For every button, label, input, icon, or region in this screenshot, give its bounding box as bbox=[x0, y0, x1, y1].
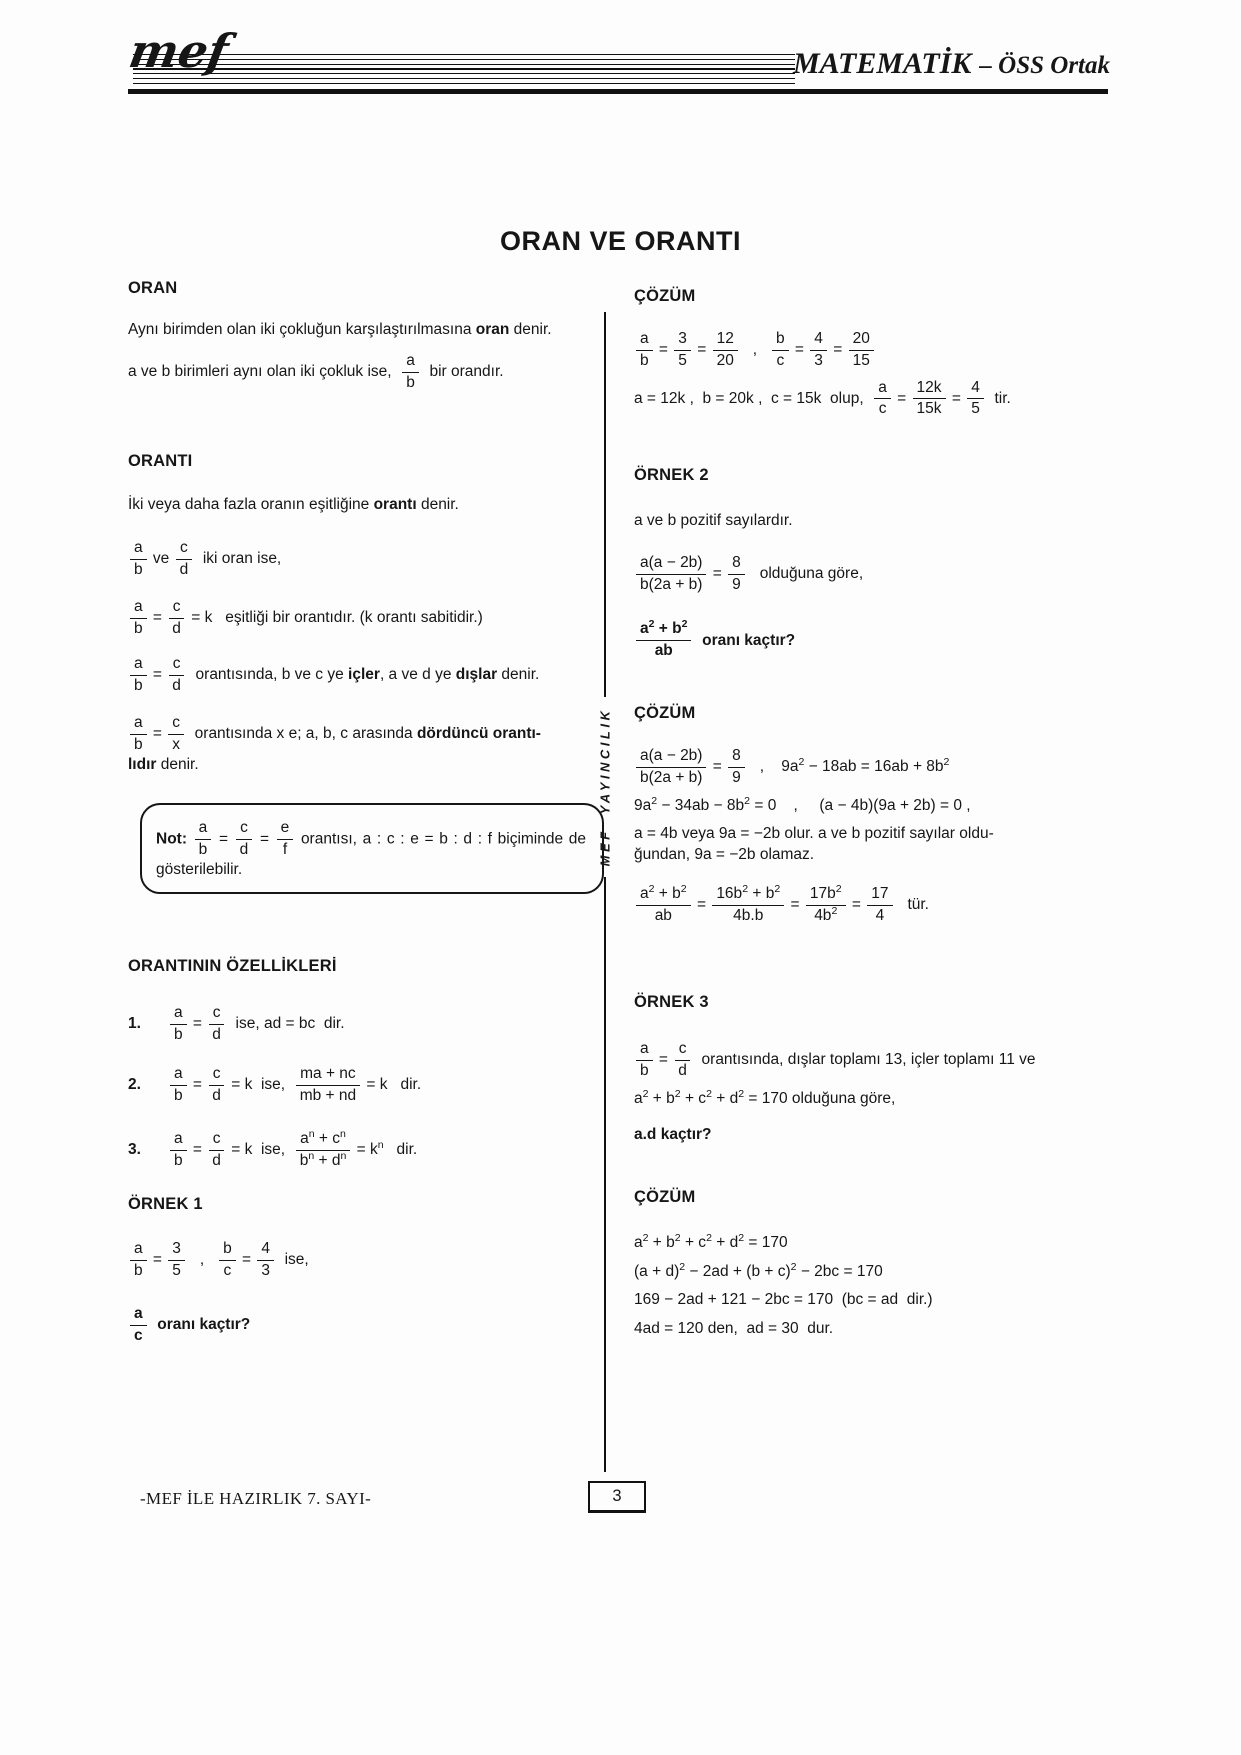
section-heading-ornek3: ÖRNEK 3 bbox=[634, 992, 709, 1011]
section-heading-ornek1: ÖRNEK 1 bbox=[128, 1195, 203, 1214]
fraction: $\frac{b}{c}$ bbox=[219, 1240, 236, 1281]
left-column bbox=[128, 278, 589, 1346]
fraction: $\frac{12}{20}$ bbox=[713, 330, 738, 371]
fraction: $\frac{8}{9}$ bbox=[728, 554, 745, 595]
fraction: $\frac{a}{b}$ bbox=[402, 352, 419, 393]
formula-two-ratios: $\frac{a}{b}$ ve $\frac{c}{d}$ iki oran ise, bbox=[128, 539, 589, 580]
fraction: $\frac{a}{b}$ bbox=[170, 1065, 187, 1106]
footer-label: -MEF İLE HAZIRLIK 7. SAYI- bbox=[140, 1489, 372, 1508]
divider-label: MEF YAYINCILIK bbox=[597, 707, 613, 867]
fraction: $\frac{a}{c}$ bbox=[874, 379, 891, 420]
fraction: $\frac{a(a - 2b)}{b(2a + b)}$ bbox=[636, 747, 706, 788]
section-heading-cozum2: ÇÖZÜM bbox=[634, 704, 696, 723]
fraction: $\frac{a}{b}$ bbox=[170, 1004, 187, 1045]
fraction: $\frac{c}{d}$ bbox=[176, 539, 193, 580]
fraction: $\frac{4}{3}$ bbox=[257, 1240, 274, 1281]
header-rule bbox=[128, 89, 1108, 94]
fraction: $\frac{a(a - 2b)}{b(2a + b)}$ bbox=[636, 554, 706, 595]
formula-proportion-constant: $\frac{a}{b}$ = $\frac{c}{d}$ = k eşitliği bir orantıdır. (k orantı sabitidir.) bbox=[128, 598, 589, 639]
fraction: $\frac{c}{d}$ bbox=[208, 1065, 225, 1106]
page-header bbox=[0, 0, 1241, 100]
fraction: $\frac{a}{b}$ bbox=[636, 1040, 653, 1081]
paragraph-cozum2-line4: ğundan, 9a = −2b olamaz. bbox=[634, 845, 815, 863]
paragraph-ornek2-given: a ve b pozitif sayılardır. bbox=[634, 512, 793, 530]
mef-logo: mef bbox=[125, 24, 233, 78]
fraction: $\frac{c}{x}$ bbox=[168, 714, 184, 755]
formula-inner-outer-terms: $\frac{a}{b}$ = $\frac{c}{d}$ orantısında, b ve c ye içler , a ve d ye dışlar denir. bbox=[128, 655, 589, 696]
fraction: $\frac{4}{5}$ bbox=[967, 379, 984, 420]
fraction: $\frac{20}{15}$ bbox=[849, 330, 874, 371]
fraction: $\frac{a^2 + b^2}{ab}$ bbox=[636, 885, 691, 926]
fraction: $\frac{c}{d}$ bbox=[208, 1004, 225, 1045]
formula-cozum1-line1: $\frac{a}{b}$ = $\frac{3}{5}$ = $\frac{12}{20}$ , $\frac{b}{c}$ = $\frac{4}{3}$ = $\frac{20}{15}$ bbox=[634, 330, 1115, 371]
formula-ornek1-given: $\frac{a}{b}$ = $\frac{3}{5}$ , $\frac{b}{c}$ = $\frac{4}{3}$ ise, bbox=[128, 1240, 589, 1281]
property-item bbox=[128, 1004, 589, 1045]
section-heading-cozum1: ÇÖZÜM bbox=[634, 287, 696, 305]
fraction: $\frac{3}{5}$ bbox=[168, 1240, 185, 1281]
formula-cozum1-line2: a = 12k , b = 20k , c = 15k olup, $\frac{a}{c}$ = $\frac{12k}{15k}$ = $\frac{4}{5}$ tir. bbox=[634, 378, 1011, 418]
paragraph-oran-definition: Aynı birimden olan iki çokluğun karşılaştırılmasına oran denir. bbox=[128, 320, 552, 338]
column-divider bbox=[597, 312, 613, 1472]
property-number: 1. bbox=[128, 1015, 141, 1033]
divider-line-bottom bbox=[604, 877, 606, 1472]
formula-ornek2-question: $\frac{a^2 + b^2}{ab}$ oranı kaçtır? bbox=[634, 620, 1115, 661]
note-box: Not: $\frac{a}{b}$ = $\frac{c}{d}$ = $\frac{e}{f}$ orantısı, a : c : e = b : d : f biçiminde de gösterilebilir. bbox=[140, 803, 604, 894]
section-heading-oranti: ORANTI bbox=[128, 452, 193, 471]
formula-ornek3-given2: $a^2 + b^2 + c^2 + d^2 = 170$ olduğuna göre, bbox=[634, 1087, 896, 1107]
paragraph-oranti-definition: İki veya daha fazla oranın eşitliğine orantı denir. bbox=[128, 495, 459, 513]
fraction: $\frac{e}{f}$ bbox=[277, 819, 294, 860]
right-column bbox=[634, 286, 1115, 1339]
property-formula: $\frac{a}{b}$ = $\frac{c}{d}$ = k ise, $\frac{ma + nc}{mb + nd}$ = k dir. bbox=[168, 1065, 421, 1106]
fraction: $\frac{a}{b}$ bbox=[636, 330, 653, 371]
property-formula: $\frac{a}{b}$ = $\frac{c}{d}$ ise, ad = bc dir. bbox=[168, 1004, 345, 1045]
fraction: $\frac{a}{b}$ bbox=[130, 655, 147, 696]
header-title bbox=[793, 44, 1110, 84]
formula-cozum2-line2: $9a^2 - 34ab - 8b^2 = 0$ , (a − 4b)(9a + 2b) = 0 , bbox=[634, 794, 971, 814]
formula-cozum3-line2: $(a + d)^2 - 2ad + (b + c)^2 - 2bc = 170$ bbox=[634, 1260, 883, 1280]
fraction: $\frac{4}{3}$ bbox=[810, 330, 827, 371]
formula-ornek1-question: $\frac{a}{c}$ oranı kaçtır? bbox=[128, 1305, 589, 1346]
formula-cozum3-line4: 4ad = 120 den, ad = 30 dur. bbox=[634, 1319, 834, 1337]
fraction: $\frac{a}{b}$ bbox=[170, 1130, 187, 1171]
fraction: $\frac{c}{d}$ bbox=[674, 1040, 691, 1081]
section-heading-ornek2: ÖRNEK 2 bbox=[634, 466, 709, 485]
formula-ornek3-question: a.d kaçtır? bbox=[634, 1126, 712, 1144]
property-number: 3. bbox=[128, 1140, 141, 1158]
fraction: $\frac{c}{d}$ bbox=[236, 819, 253, 860]
fraction: $\frac{a^2 + b^2}{ab}$ bbox=[636, 620, 691, 661]
header-title-main: MATEMATİK bbox=[793, 47, 972, 80]
paragraph-cozum2-line3: a = 4b veya 9a = −2b olur. a ve b pozitif sayılar oldu- bbox=[634, 825, 994, 843]
fraction: $\frac{17}{4}$ bbox=[867, 885, 892, 926]
fraction: $\frac{12k}{15k}$ bbox=[913, 379, 946, 420]
section-heading-cozum3: ÇÖZÜM bbox=[634, 1188, 696, 1207]
formula-ornek3-given1: $\frac{a}{b}$ = $\frac{c}{d}$ orantısında, dışlar toplamı 13, içler toplamı 11 ve bbox=[634, 1040, 1115, 1081]
page-title: ORAN VE ORANTI bbox=[499, 226, 741, 256]
fraction: $\frac{a}{b}$ bbox=[130, 1240, 147, 1281]
section-heading-properties: ORANTININ ÖZELLİKLERİ bbox=[128, 957, 337, 976]
formula-oran-ratio: a ve b birimleri aynı olan iki çokluk ise, $\frac{a}{b}$ bir orandır. bbox=[128, 352, 504, 392]
fraction: $\frac{b}{c}$ bbox=[772, 330, 789, 371]
property-number: 2. bbox=[128, 1075, 141, 1093]
formula-cozum3-line3: 169 − 2ad + 121 − 2bc = 170 (bc = ad dir.) bbox=[634, 1291, 933, 1309]
fraction: $\frac{c}{d}$ bbox=[168, 655, 185, 696]
staff-lines bbox=[133, 54, 795, 87]
formula-cozum2-result: $\frac{a^2 + b^2}{ab}$ = $\frac{16b^2 + b^2}{4b.b}$ = $\frac{17b^2}{4b^2}$ = $\frac{17}{4}$ tür. bbox=[634, 885, 1115, 926]
formula-cozum3-line1: $a^2 + b^2 + c^2 + d^2 = 170$ bbox=[634, 1232, 788, 1252]
fraction: $\frac{17b^2}{4b^2}$ bbox=[806, 885, 846, 926]
formula-fourth-proportional: $\frac{a}{b}$ = $\frac{c}{x}$ orantısında x e; a, b, c arasında dördüncü orantı- bbox=[128, 714, 589, 755]
fraction: $\frac{a}{b}$ bbox=[130, 598, 147, 639]
fraction: $\frac{c}{d}$ bbox=[168, 598, 185, 639]
fraction: $\frac{3}{5}$ bbox=[674, 330, 691, 371]
fraction: $\frac{ma + nc}{mb + nd}$ bbox=[296, 1065, 360, 1106]
fraction: $\frac{16b^2 + b^2}{4b.b}$ bbox=[712, 885, 784, 926]
property-item bbox=[128, 1065, 589, 1106]
page-number-box bbox=[588, 1481, 646, 1513]
fraction: $\frac{a}{b}$ bbox=[130, 714, 147, 755]
property-formula: $\frac{a}{b}$ = $\frac{c}{d}$ = k ise, $\frac{a^n + c^n}{b^n + d^n}$ = $k^n$ dir. bbox=[168, 1130, 417, 1171]
formula-fourth-proportional-cont: lıdır denir. bbox=[128, 755, 199, 773]
section-heading-oran: ORAN bbox=[128, 279, 178, 297]
formula-cozum2-line1: $\frac{a(a - 2b)}{b(2a + b)}$ = $\frac{8}{9}$ , $9a^2 - 18ab = 16ab + 8b^2$ bbox=[634, 747, 1115, 788]
divider-line-top bbox=[604, 312, 606, 697]
property-item bbox=[128, 1127, 589, 1171]
fraction: $\frac{a}{c}$ bbox=[130, 1305, 147, 1346]
fraction: $\frac{a^n + c^n}{b^n + d^n}$ bbox=[296, 1130, 351, 1171]
header-title-sub: – ÖSS Ortak bbox=[979, 52, 1110, 79]
fraction: $\frac{8}{9}$ bbox=[728, 747, 745, 788]
fraction: $\frac{c}{d}$ bbox=[208, 1130, 225, 1171]
formula-ornek2-given: $\frac{a(a - 2b)}{b(2a + b)}$ = $\frac{8}{9}$ olduğuna göre, bbox=[634, 554, 1115, 595]
page-number: 3 bbox=[612, 1486, 622, 1505]
fraction: $\frac{a}{b}$ bbox=[130, 539, 147, 580]
fraction: $\frac{a}{b}$ bbox=[195, 819, 212, 860]
